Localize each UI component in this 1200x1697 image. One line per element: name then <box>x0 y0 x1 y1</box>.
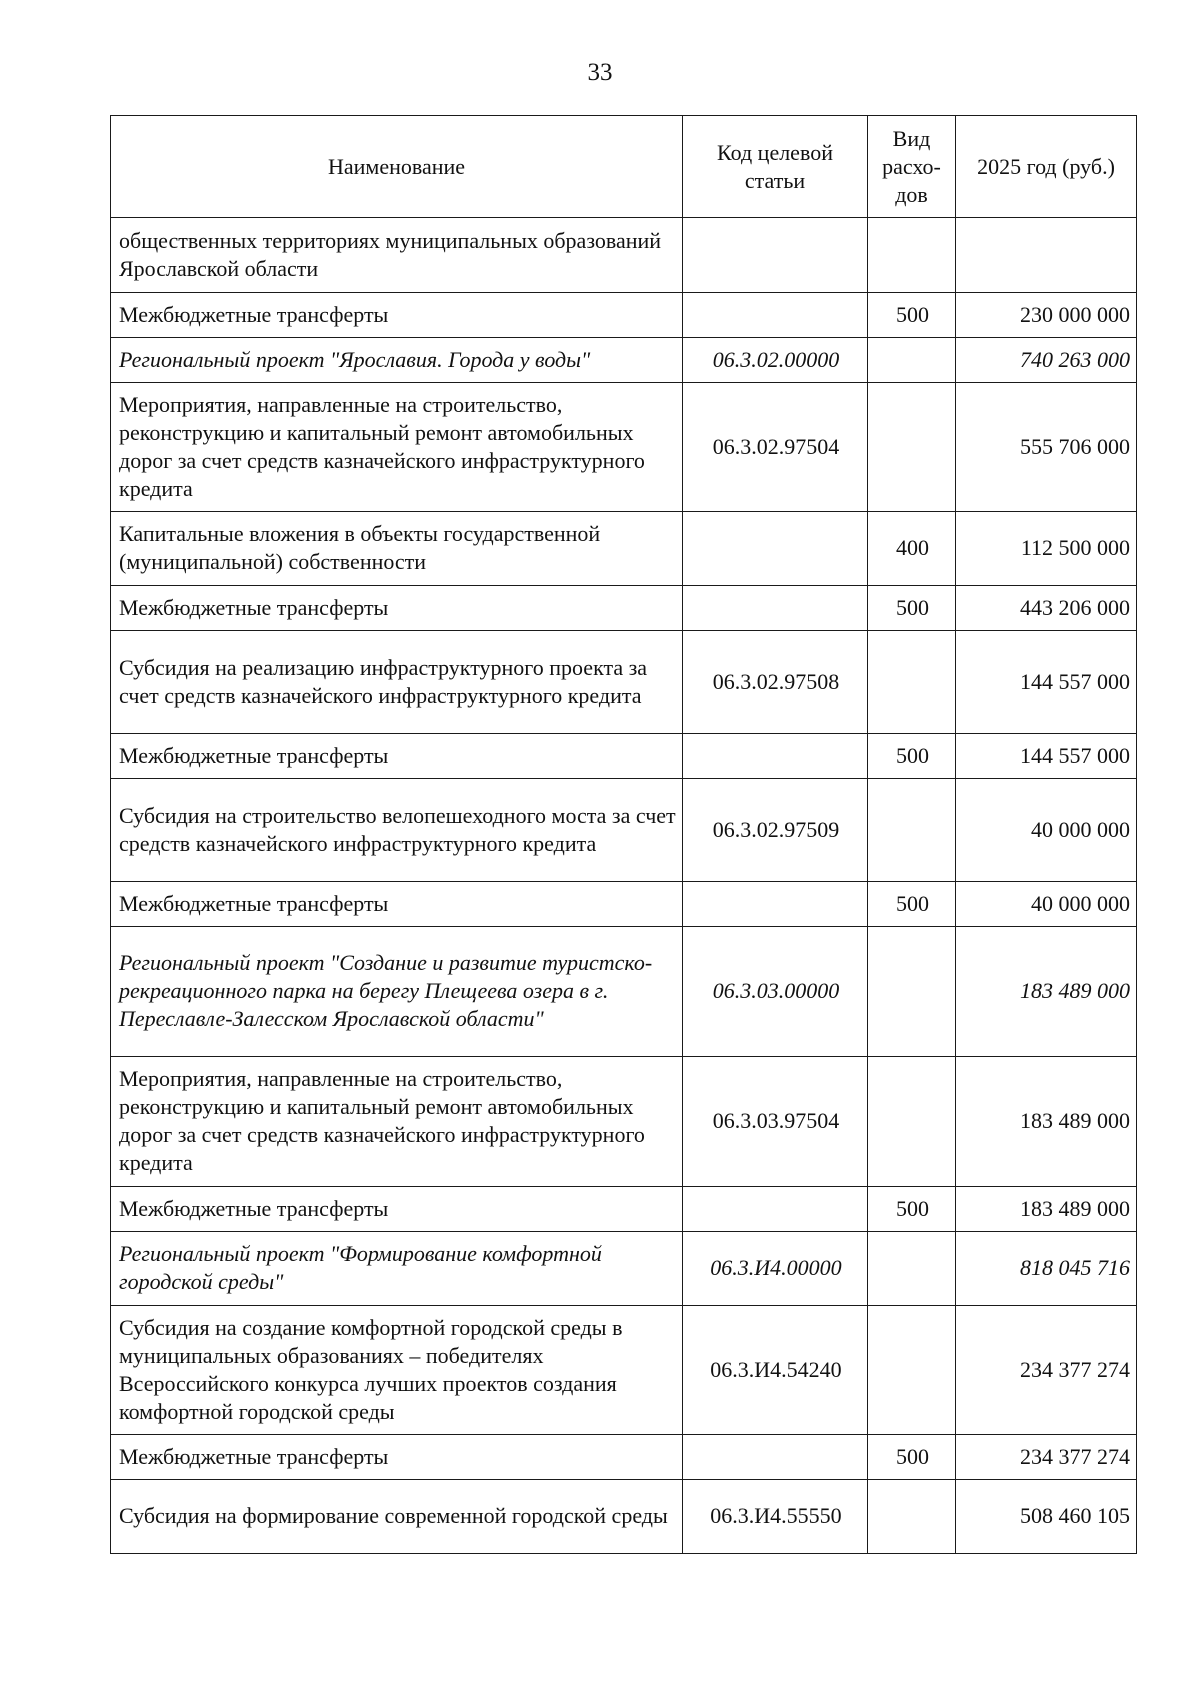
cell-sum: 144 557 000 <box>956 734 1137 779</box>
cell-kind: 500 <box>868 293 956 338</box>
table-row <box>111 779 1137 882</box>
table-row <box>111 1306 1137 1435</box>
table-row-project <box>111 338 1137 383</box>
cell-name: Субсидия на реализацию инфраструктурного проекта за счет средств казначейского инфраструктурного кредита <box>111 631 683 734</box>
cell-code: 06.3.02.97508 <box>683 631 868 734</box>
cell-sum: 555 706 000 <box>956 383 1137 512</box>
cell-name: Капитальные вложения в объекты государственной (муниципальной) собственности <box>111 512 683 586</box>
cell-name: Межбюджетные трансферты <box>111 882 683 927</box>
cell-kind: 500 <box>868 1187 956 1232</box>
cell-name: Субсидия на формирование современной городской среды <box>111 1480 683 1554</box>
cell-code: 06.3.02.00000 <box>683 338 868 383</box>
cell-kind <box>868 218 956 293</box>
cell-kind <box>868 383 956 512</box>
cell-name: Межбюджетные трансферты <box>111 586 683 631</box>
cell-code: 06.3.03.97504 <box>683 1057 868 1187</box>
table-row <box>111 882 1137 927</box>
cell-name: Субсидия на строительство велопешеходного моста за счет средств казначейского инфраструктурного кредита <box>111 779 683 882</box>
table-row <box>111 631 1137 734</box>
cell-name: общественных территориях муниципальных образований Ярославской области <box>111 218 683 293</box>
cell-code: 06.3.02.97509 <box>683 779 868 882</box>
cell-sum: 818 045 716 <box>956 1232 1137 1306</box>
cell-name: Субсидия на создание комфортной городской среды в муниципальных образованиях – победителях Всероссийского конкурса лучших проектов создания комфортной городской среды <box>111 1306 683 1435</box>
table-row-project <box>111 927 1137 1057</box>
table-row <box>111 383 1137 512</box>
cell-code <box>683 1187 868 1232</box>
cell-name: Мероприятия, направленные на строительство, реконструкцию и капитальный ремонт автомобильных дорог за счет средств казначейского инфраструктурного кредита <box>111 383 683 512</box>
cell-sum: 112 500 000 <box>956 512 1137 586</box>
table-row <box>111 1057 1137 1187</box>
cell-name: Региональный проект "Создание и развитие туристско-рекреационного парка на берегу Плещеева озера в г. Переславле-Залесском Ярославской области" <box>111 927 683 1057</box>
cell-name: Мероприятия, направленные на строительство, реконструкцию и капитальный ремонт автомобильных дорог за счет средств казначейского инфраструктурного кредита <box>111 1057 683 1187</box>
page-number: 33 <box>587 59 613 86</box>
cell-code <box>683 586 868 631</box>
cell-kind <box>868 1306 956 1435</box>
table-row <box>111 1480 1137 1554</box>
table-row-project <box>111 1232 1137 1306</box>
cell-name: Межбюджетные трансферты <box>111 1435 683 1480</box>
cell-kind <box>868 1057 956 1187</box>
cell-code: 06.3.И4.55550 <box>683 1480 868 1554</box>
header-sum: 2025 год (руб.) <box>956 116 1137 218</box>
cell-kind: 500 <box>868 734 956 779</box>
cell-kind <box>868 779 956 882</box>
cell-sum: 234 377 274 <box>956 1435 1137 1480</box>
table-row <box>111 586 1137 631</box>
cell-name: Региональный проект "Формирование комфортной городской среды" <box>111 1232 683 1306</box>
cell-sum: 183 489 000 <box>956 927 1137 1057</box>
budget-table <box>110 115 1137 1554</box>
cell-sum: 40 000 000 <box>956 779 1137 882</box>
table-row <box>111 293 1137 338</box>
cell-code: 06.3.И4.00000 <box>683 1232 868 1306</box>
cell-kind <box>868 1480 956 1554</box>
table-row <box>111 1435 1137 1480</box>
cell-sum: 183 489 000 <box>956 1187 1137 1232</box>
cell-code <box>683 293 868 338</box>
cell-code <box>683 1435 868 1480</box>
cell-code: 06.3.02.97504 <box>683 383 868 512</box>
cell-code: 06.3.И4.54240 <box>683 1306 868 1435</box>
table-header-row <box>111 116 1137 218</box>
cell-sum: 443 206 000 <box>956 586 1137 631</box>
header-name: Наименование <box>111 116 683 218</box>
cell-kind <box>868 1232 956 1306</box>
cell-kind: 500 <box>868 882 956 927</box>
cell-sum: 230 000 000 <box>956 293 1137 338</box>
cell-sum: 144 557 000 <box>956 631 1137 734</box>
table-row <box>111 512 1137 586</box>
cell-sum: 40 000 000 <box>956 882 1137 927</box>
cell-name: Межбюджетные трансферты <box>111 293 683 338</box>
cell-sum <box>956 218 1137 293</box>
table-row <box>111 218 1137 293</box>
cell-sum: 508 460 105 <box>956 1480 1137 1554</box>
cell-kind <box>868 631 956 734</box>
cell-kind <box>868 338 956 383</box>
cell-code: 06.3.03.00000 <box>683 927 868 1057</box>
cell-kind: 500 <box>868 586 956 631</box>
table-row <box>111 1187 1137 1232</box>
table-row <box>111 734 1137 779</box>
cell-name: Межбюджетные трансферты <box>111 1187 683 1232</box>
cell-code <box>683 882 868 927</box>
cell-code <box>683 512 868 586</box>
cell-sum: 183 489 000 <box>956 1057 1137 1187</box>
cell-sum: 740 263 000 <box>956 338 1137 383</box>
header-code: Код целевой статьи <box>683 116 868 218</box>
cell-sum: 234 377 274 <box>956 1306 1137 1435</box>
header-kind: Вид расхо-дов <box>868 116 956 218</box>
cell-name: Межбюджетные трансферты <box>111 734 683 779</box>
cell-kind <box>868 927 956 1057</box>
cell-kind: 500 <box>868 1435 956 1480</box>
cell-kind: 400 <box>868 512 956 586</box>
cell-name: Региональный проект "Ярославия. Города у воды" <box>111 338 683 383</box>
cell-code <box>683 734 868 779</box>
cell-code <box>683 218 868 293</box>
